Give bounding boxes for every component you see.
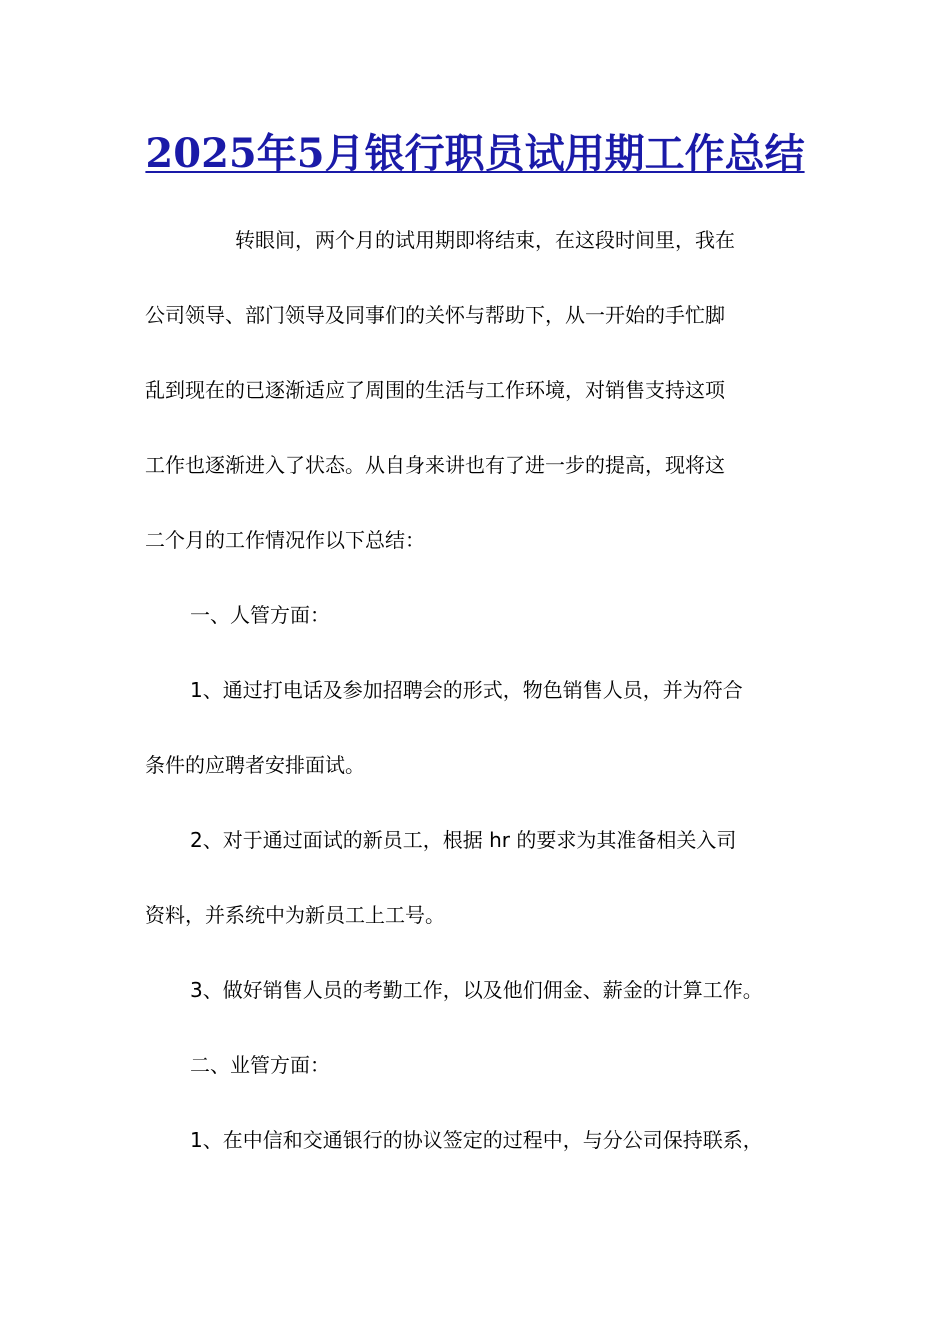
paragraph-line: 工作也逐渐进入了状态。从自身来讲也有了进一步的提高，现将这: [145, 453, 725, 477]
paragraph-line: 条件的应聘者安排面试。: [145, 753, 365, 777]
paragraph-line: 1、在中信和交通银行的协议签定的过程中，与分公司保持联系，: [190, 1128, 763, 1152]
paragraph-line: 乱到现在的已逐渐适应了周围的生活与工作环境，对销售支持这项: [145, 378, 725, 402]
document-title: 2025年5月银行职员试用期工作总结: [145, 130, 805, 177]
paragraph-line: 1、通过打电话及参加招聘会的形式，物色销售人员，并为符合: [190, 678, 743, 702]
paragraph-line: 2、对于通过面试的新员工，根据 hr 的要求为其准备相关入司: [190, 828, 737, 852]
paragraph-line: 公司领导、部门领导及同事们的关怀与帮助下，从一开始的手忙脚: [145, 303, 725, 327]
section-heading: 二、业管方面：: [190, 1053, 330, 1077]
paragraph-line: 转眼间，两个月的试用期即将结束，在这段时间里，我在: [235, 228, 735, 252]
section-heading: 一、人管方面：: [190, 603, 330, 627]
paragraph-line: 二个月的工作情况作以下总结：: [145, 528, 425, 552]
paragraph-line: 资料，并系统中为新员工上工号。: [145, 903, 445, 927]
paragraph-line: 3、做好销售人员的考勤工作，以及他们佣金、薪金的计算工作。: [190, 978, 763, 1002]
